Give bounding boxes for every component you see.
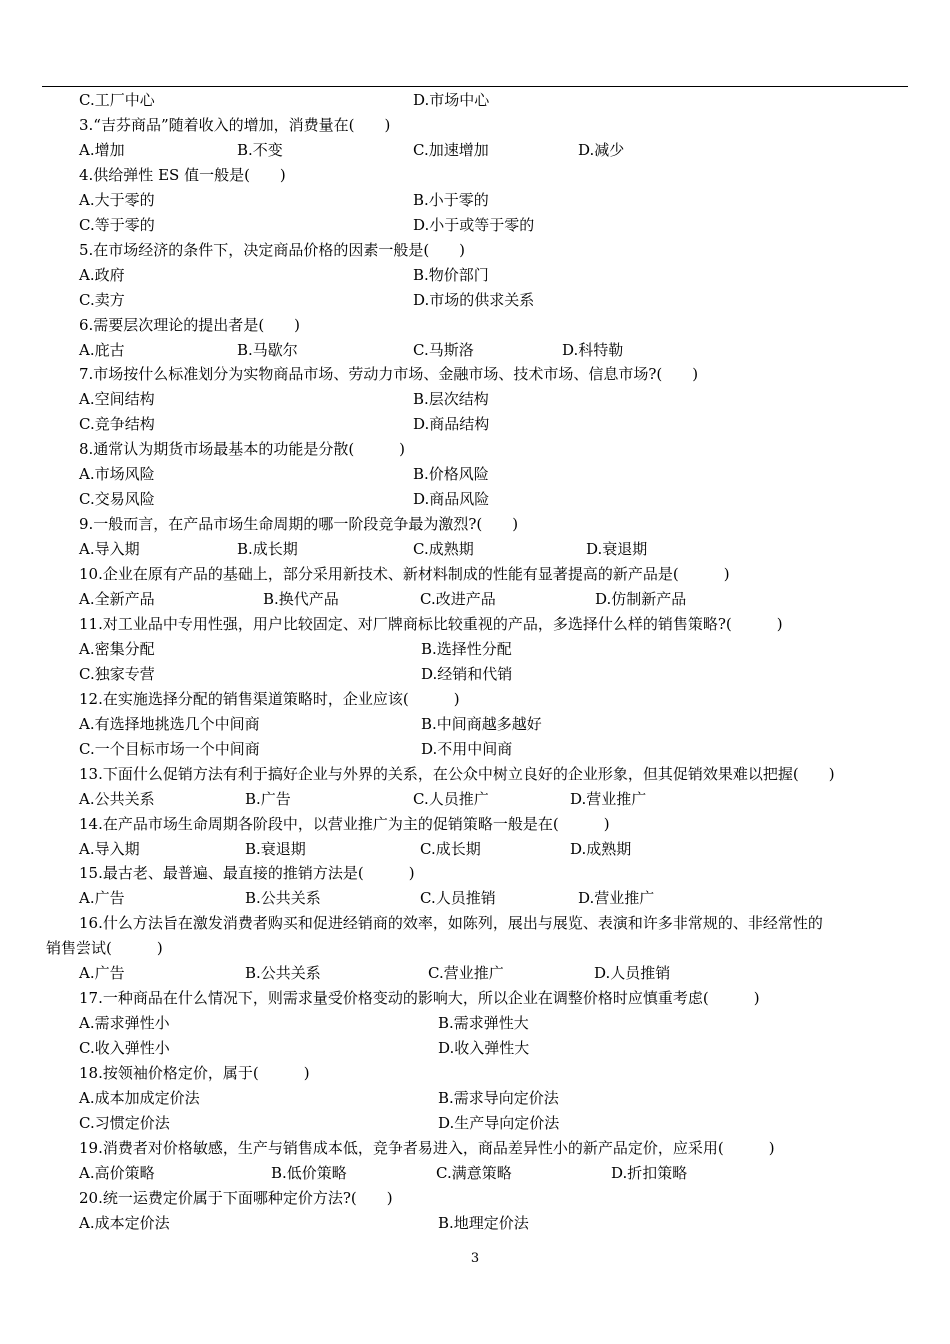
answer-option: D.仿制新产品 xyxy=(595,590,687,608)
question-text: 5.在市场经济的条件下，决定商品价格的因素一般是( ) xyxy=(79,240,466,259)
answer-option: B.地理定价法 xyxy=(438,1213,529,1232)
answer-option: C.成长期 xyxy=(420,839,481,858)
answer-option: B.需求导向定价法 xyxy=(438,1089,559,1107)
answer-option: D.减少 xyxy=(578,140,625,159)
answer-option: B.价格风险 xyxy=(413,465,489,484)
answer-option: C.加速增加 xyxy=(413,140,489,159)
answer-option: C.等于零的 xyxy=(79,215,155,234)
answer-option: A.成本定价法 xyxy=(79,1213,170,1232)
question-text: 17.一种商品在什么情况下，则需求量受价格变动的影响大，所以企业在调整价格时应慎重考虑( ) xyxy=(79,989,760,1008)
answer-option: C.成熟期 xyxy=(413,540,474,559)
answer-option: B.衰退期 xyxy=(245,839,306,858)
answer-option: B.需求弹性大 xyxy=(438,1014,529,1033)
question-text: 20.统一运费定价属于下面哪种定价方法?( ) xyxy=(79,1188,393,1207)
header-rule xyxy=(42,86,908,87)
question-text: 11.对工业品中专用性强，用户比较固定、对厂牌商标比较重视的产品，多选择什么样的销售策略?( ) xyxy=(79,614,783,633)
answer-option: B.广告 xyxy=(245,789,291,808)
question-text: 6.需要层次理论的提出者是( ) xyxy=(79,315,301,334)
answer-option: C.工厂中心 xyxy=(79,91,155,109)
question-text: 8.通常认为期货市场最基本的功能是分散( ) xyxy=(79,440,406,459)
answer-option: C.马斯洛 xyxy=(413,340,474,359)
answer-option: B.层次结构 xyxy=(413,390,489,409)
question-continuation: 销售尝试( ) xyxy=(46,939,163,958)
question-text: 3.“吉芬商品”随着收入的增加，消费量在( ) xyxy=(79,115,391,134)
answer-option: A.导入期 xyxy=(79,540,140,559)
answer-option: B.低价策略 xyxy=(271,1163,347,1182)
answer-option: D.市场的供求关系 xyxy=(413,290,535,309)
answer-option: C.独家专营 xyxy=(79,664,155,683)
answer-option: B.成长期 xyxy=(237,540,298,559)
answer-option: D.市场中心 xyxy=(413,91,490,109)
answer-option: A.广告 xyxy=(79,889,125,908)
answer-option: C.交易风险 xyxy=(79,490,155,509)
answer-option: A.需求弹性小 xyxy=(79,1014,170,1033)
answer-option: D.营业推广 xyxy=(578,889,655,908)
answer-option: A.公共关系 xyxy=(79,789,155,808)
answer-option: C.营业推广 xyxy=(428,964,504,983)
answer-option: A.全新产品 xyxy=(79,590,155,608)
answer-option: A.庇古 xyxy=(79,340,125,359)
answer-option: A.导入期 xyxy=(79,839,140,858)
answer-option: C.竞争结构 xyxy=(79,415,155,434)
question-text: 15.最古老、最普遍、最直接的推销方法是( ) xyxy=(79,864,415,883)
answer-option: D.生产导向定价法 xyxy=(438,1113,560,1132)
question-text: 12.在实施选择分配的销售渠道策略时，企业应该( ) xyxy=(79,689,460,708)
answer-option: B.换代产品 xyxy=(263,590,339,608)
answer-option: C.满意策略 xyxy=(436,1163,512,1182)
answer-option: A.空间结构 xyxy=(79,390,155,409)
answer-option: D.成熟期 xyxy=(570,839,632,858)
answer-option: A.政府 xyxy=(79,265,125,284)
answer-option: B.公共关系 xyxy=(245,964,321,983)
answer-option: C.人员推广 xyxy=(413,789,489,808)
answer-option: D.不用中间商 xyxy=(421,739,513,758)
answer-option: C.一个目标市场一个中间商 xyxy=(79,739,260,758)
question-text: 7.市场按什么标准划分为实物商品市场、劳动力市场、金融市场、技术市场、信息市场?( ) xyxy=(79,365,699,384)
answer-option: D.衰退期 xyxy=(586,540,648,559)
answer-option: D.小于或等于零的 xyxy=(413,215,535,234)
question-text: 4.供给弹性 ES 值一般是( ) xyxy=(79,165,286,184)
answer-option: A.有选择地挑选几个中间商 xyxy=(79,714,260,733)
question-text: 10.企业在原有产品的基础上，部分采用新技术、新材料制成的性能有显著提高的新产品是( ) xyxy=(79,565,730,584)
answer-option: A.大于零的 xyxy=(79,190,155,209)
answer-option: B.物价部门 xyxy=(413,265,489,284)
answer-option: C.习惯定价法 xyxy=(79,1113,170,1132)
answer-option: B.公共关系 xyxy=(245,889,321,908)
answer-option: B.选择性分配 xyxy=(421,639,512,658)
answer-option: A.高价策略 xyxy=(79,1163,155,1182)
page-number: 3 xyxy=(470,1251,480,1266)
answer-option: A.市场风险 xyxy=(79,465,155,484)
question-text: 19.消费者对价格敏感，生产与销售成本低，竞争者易进入，商品差异性小的新产品定价，应采用( ) xyxy=(79,1138,775,1157)
answer-option: D.商品结构 xyxy=(413,415,490,434)
answer-option: B.不变 xyxy=(237,140,283,159)
answer-option: D.科特勒 xyxy=(562,340,624,359)
answer-option: C.收入弹性小 xyxy=(79,1039,170,1058)
answer-option: D.折扣策略 xyxy=(611,1163,688,1182)
answer-option: D.商品风险 xyxy=(413,490,490,509)
question-text: 13.下面什么促销方法有利于搞好企业与外界的关系，在公众中树立良好的企业形象，但其促销效果难以把握( ) xyxy=(79,764,835,783)
answer-option: A.增加 xyxy=(79,140,125,159)
answer-option: A.成本加成定价法 xyxy=(79,1089,200,1107)
answer-option: B.中间商越多越好 xyxy=(421,714,542,733)
answer-option: D.营业推广 xyxy=(570,789,647,808)
answer-option: C.改进产品 xyxy=(420,590,496,608)
answer-option: D.经销和代销 xyxy=(421,664,513,683)
answer-option: D.收入弹性大 xyxy=(438,1039,530,1058)
question-text: 14.在产品市场生命周期各阶段中，以营业推广为主的促销策略一般是在( ) xyxy=(79,814,610,833)
question-text: 9.一般而言，在产品市场生命周期的哪一阶段竞争最为激烈?( ) xyxy=(79,515,519,534)
answer-option: B.马歇尔 xyxy=(237,340,298,359)
question-text: 18.按领袖价格定价，属于( ) xyxy=(79,1064,310,1083)
answer-option: C.人员推销 xyxy=(420,889,496,908)
answer-option: C.卖方 xyxy=(79,290,125,309)
answer-option: D.人员推销 xyxy=(594,964,671,983)
answer-option: B.小于零的 xyxy=(413,190,489,209)
answer-option: A.广告 xyxy=(79,964,125,983)
question-text: 16.什么方法旨在激发消费者购买和促进经销商的效率，如陈列，展出与展览、表演和许多非常规的、非经常性的 xyxy=(79,914,823,933)
answer-option: A.密集分配 xyxy=(79,639,155,658)
